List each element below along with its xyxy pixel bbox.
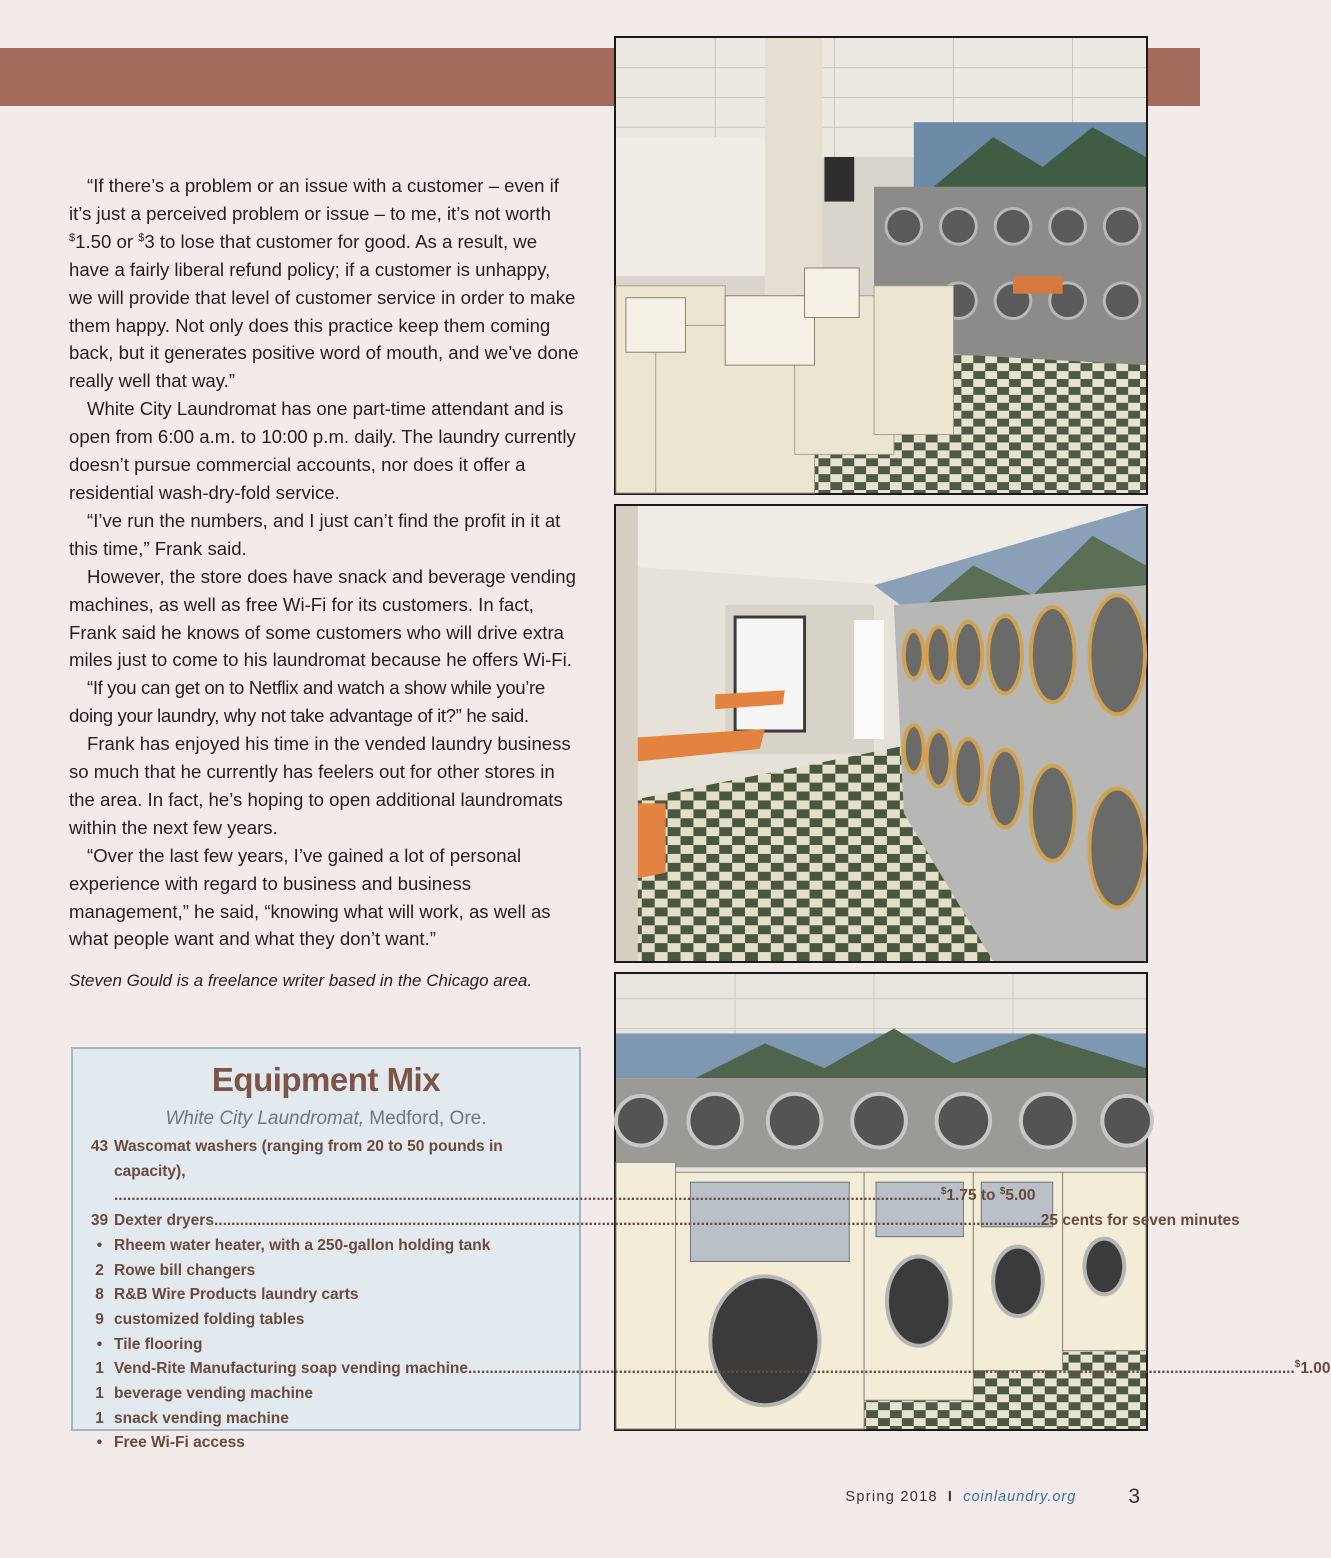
list-item <box>85 1135 567 1184</box>
equipment-quantity: 1 <box>95 1385 104 1403</box>
equipment-value: 25 cents for seven minutes <box>1040 1212 1240 1230</box>
article-paragraph: White City Laundromat has one part-time attendant and is open from 6:00 a.m. to 10:00 p.m. daily. The laundry currently doesn’t pursue commercial accounts, nor does it offer a residential wash-dry-fold service. <box>69 398 576 503</box>
equipment-value <box>941 1184 1036 1209</box>
article-paragraph: Frank has enjoyed his time in the vended laundry business so much that he currently has feelers out for other stores in the area. In fact, he’s hoping to open additional laundromats within the next few years. <box>69 733 571 838</box>
currency-symbol: $ <box>138 231 145 244</box>
article-paragraph: “If you can get on to Netflix and watch a show while you’re doing your laundry, why not take advantage of it?” he said. <box>69 677 545 727</box>
list-item <box>85 1283 567 1308</box>
equipment-description: Free Wi-Fi access <box>114 1434 245 1452</box>
currency-symbol: $ <box>1294 1359 1301 1371</box>
equipment-label: Dexter dryers <box>114 1212 214 1230</box>
equipment-description: Rheem water heater, with a 250-gallon holding tank <box>114 1236 491 1254</box>
equipment-description: R&B Wire Products laundry carts <box>114 1286 359 1304</box>
article-paragraph: “I’ve run the numbers, and I just can’t find the profit in it at this time,” Frank said. <box>69 509 561 559</box>
list-item <box>85 1431 567 1456</box>
sidebar-title: Equipment Mix <box>211 1061 441 1098</box>
paragraph-text: 1.50 or <box>75 230 139 252</box>
dot-leader <box>214 1209 1041 1234</box>
equipment-description: customized folding tables <box>114 1310 305 1328</box>
equipment-quantity: 1 <box>95 1409 104 1427</box>
photo-laundromat-dryer-aisle <box>614 504 1148 963</box>
value-text: 1.75 to <box>946 1187 1000 1205</box>
sidebar-subtitle <box>85 1105 567 1133</box>
equipment-quantity: 43 <box>90 1138 109 1155</box>
equipment-quantity: • <box>96 1434 103 1452</box>
paragraph-text: “If there’s a problem or an issue with a customer – even if it’s just a perceived problem or issue – to me, it’s not worth <box>69 175 559 224</box>
equipment-mix-sidebar <box>71 1047 1331 1452</box>
store-location: Medford, Ore. <box>364 1108 487 1129</box>
equipment-quantity: • <box>96 1236 103 1254</box>
equipment-leader-line <box>114 1184 1036 1209</box>
equipment-description: Wascomat washers (ranging from 20 to 50 pounds in capacity), <box>114 1138 503 1180</box>
list-item <box>85 1357 1331 1382</box>
currency-symbol: $ <box>999 1186 1006 1198</box>
equipment-quantity: 39 <box>90 1212 109 1230</box>
footer-separator: I <box>947 1489 954 1505</box>
author-byline: Steven Gould is a freelance writer based in the Chicago area. <box>69 971 533 991</box>
value-text: 1.00 <box>1300 1360 1331 1378</box>
equipment-description: Tile flooring <box>114 1335 203 1353</box>
list-item <box>85 1209 1240 1234</box>
equipment-quantity: 1 <box>95 1360 104 1378</box>
list-item-continued <box>85 1184 1036 1209</box>
dot-leader <box>114 1184 941 1209</box>
equipment-list <box>85 1135 1331 1456</box>
equipment-quantity: 8 <box>95 1286 104 1304</box>
article-paragraph: However, the store does have snack and beverage vending machines, as well as free Wi-Fi for its customers. In fact, Frank said he knows of some customers who will drive extra miles just to come to his laundromat because he offers Wi-Fi. <box>69 565 576 671</box>
equipment-quantity: 9 <box>95 1310 104 1328</box>
equipment-description <box>114 1357 1331 1382</box>
equipment-description: snack vending machine <box>114 1409 289 1427</box>
list-item <box>85 1259 567 1284</box>
article-body <box>69 172 579 995</box>
value-text: 5.00 <box>1005 1187 1036 1205</box>
equipment-label: Vend-Rite Manufacturing soap vending machine <box>114 1360 468 1378</box>
list-item <box>85 1234 567 1259</box>
page-footer <box>800 1484 1140 1510</box>
equipment-quantity-spacer <box>85 1184 114 1209</box>
equipment-quantity: 2 <box>95 1261 104 1279</box>
list-item <box>85 1333 567 1358</box>
page-number: 3 <box>1128 1485 1140 1508</box>
equipment-value <box>1295 1357 1331 1382</box>
equipment-description: beverage vending machine <box>114 1385 313 1403</box>
issue-label: Spring 2018 <box>845 1489 938 1505</box>
website-link[interactable]: coinlaundry.org <box>963 1489 1077 1505</box>
list-item <box>85 1308 567 1333</box>
article-paragraph <box>69 172 579 395</box>
currency-symbol: $ <box>940 1186 947 1198</box>
currency-symbol: $ <box>69 231 76 244</box>
paragraph-text: 3 to lose that customer for good. As a result, we have a fairly liberal refund policy; if a customer is unhappy, we will provide that level of customer service in order to make them happy. Not only does this practice keep them coming back, but it generates positive word of mouth, and we’ve done really well that way.” <box>69 230 579 392</box>
list-item <box>85 1382 567 1407</box>
equipment-description: Rowe bill changers <box>114 1261 256 1279</box>
store-name: White City Laundromat, <box>165 1108 365 1129</box>
equipment-quantity: • <box>96 1335 103 1353</box>
photo-laundromat-washers <box>614 36 1148 495</box>
dot-leader <box>468 1357 1295 1382</box>
equipment-description <box>114 1209 1240 1234</box>
list-item <box>85 1407 567 1432</box>
article-paragraph: “Over the last few years, I’ve gained a lot of personal experience with regard to business and business management,” he said, “knowing what will work, as well as what people want and what they don’t want.” <box>69 844 551 950</box>
